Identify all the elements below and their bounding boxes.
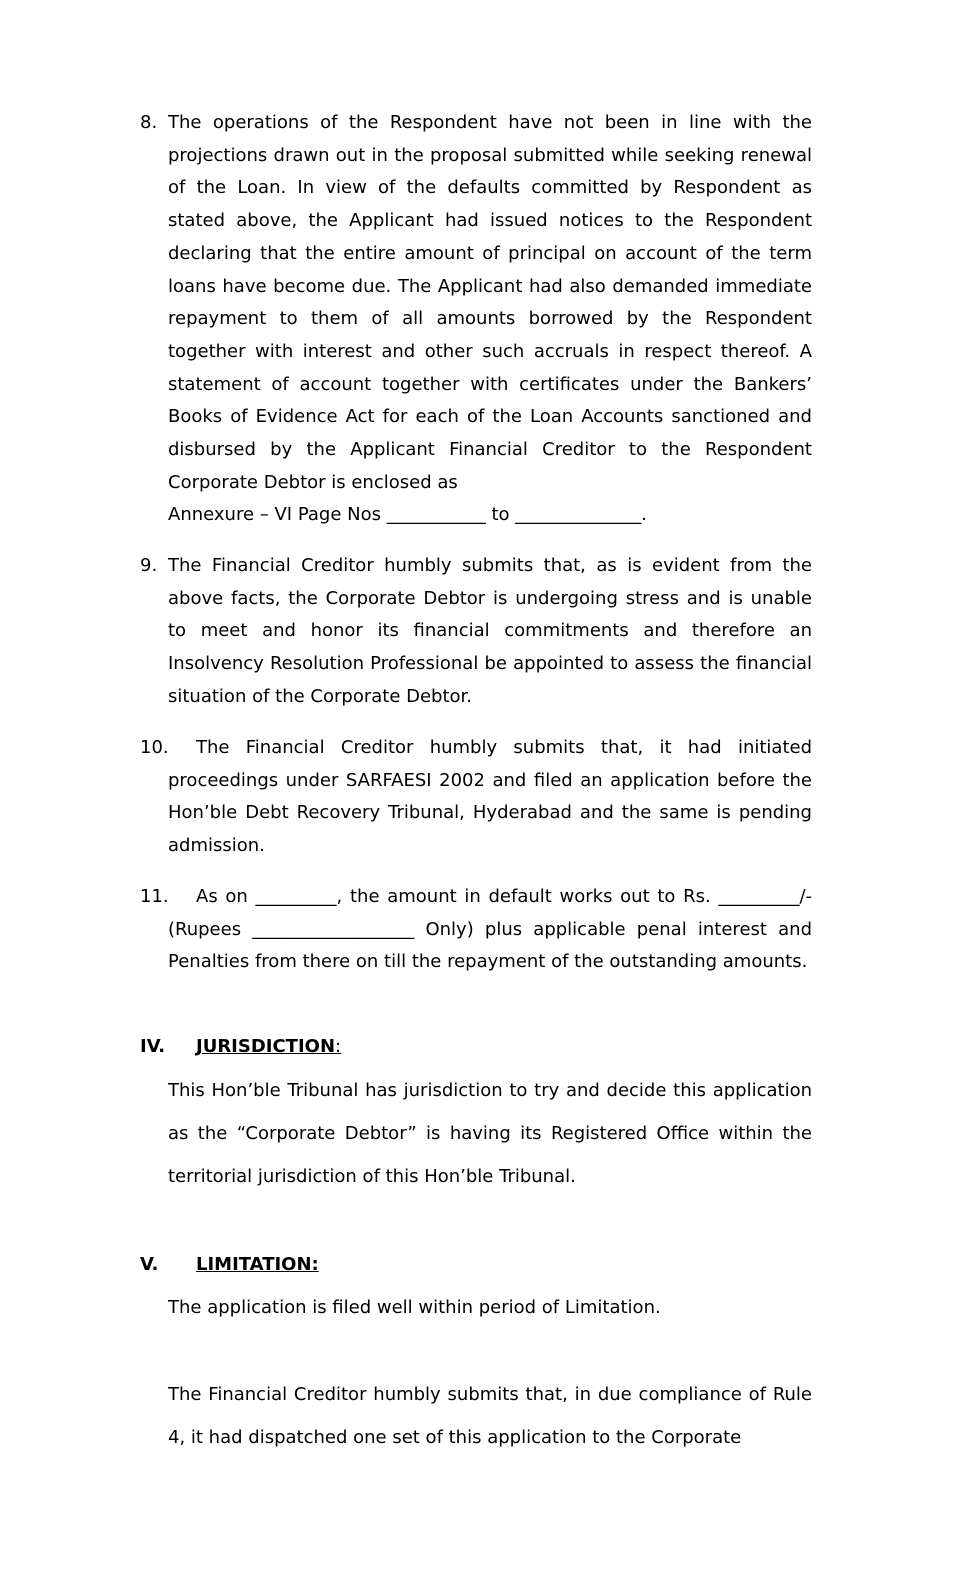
paragraph-body [168, 107, 812, 532]
section-heading-jurisdiction [140, 1036, 341, 1057]
paragraph-number: 10. [140, 737, 169, 758]
paragraph-9 [140, 550, 812, 714]
paragraph-number: 9. [140, 555, 158, 576]
amount-text: , the amount in default works out to Rs. [336, 886, 711, 907]
section-title: LIMITATION: [196, 1254, 319, 1275]
rupees-words-blank: __________________ [252, 918, 415, 940]
annexure-line [168, 499, 812, 532]
section-colon: : [335, 1036, 342, 1057]
annexure-label: Annexure – VI Page Nos [168, 504, 381, 526]
date-blank: _________ [255, 886, 337, 907]
paragraph-number: 8. [140, 112, 158, 133]
amount-blank: _________ [718, 886, 800, 907]
section-number: IV. [140, 1036, 166, 1057]
to-label: to [491, 504, 510, 526]
limitation-text: The application is filed well within period of Limitation. [168, 1297, 661, 1318]
paragraph-text: Only) plus applicable penal interest and Penalties from there on till the repayment of the outstanding amounts. [168, 918, 812, 973]
paragraph-body [168, 550, 812, 714]
paragraph-11 [140, 881, 812, 979]
paragraph-text: The Financial Creditor humbly submits that, it had initiated proceedings under SARFAESI 2002 and filed an application before the Hon’ble Debt Recovery Tribunal, Hyderabad and the same is pending admission. [168, 737, 812, 857]
compliance-text: The Financial Creditor humbly submits that, in due compliance of Rule 4, it had dispatched one set of this application to the Corporate [168, 1384, 812, 1448]
jurisdiction-text: This Hon’ble Tribunal has jurisdiction to try and decide this application as the “Corporate Debtor” is having its Registered Office within the territorial jurisdiction of this Hon’ble Tribunal. [168, 1080, 812, 1187]
page-to-blank: ______________ [515, 504, 642, 526]
as-on-label: As on [196, 886, 248, 907]
section-title: JURISDICTION [196, 1036, 336, 1057]
section-number: V. [140, 1254, 159, 1275]
paragraph-text: The Financial Creditor humbly submits that, as is evident from the above facts, the Corporate Debtor is undergoing stress and is unable to meet and honor its financial commitments and therefore an Insolvency Resolution Professional be appointed to assess the financial situation of the Corporate Debtor. [168, 555, 812, 707]
paragraph-text: The operations of the Respondent have not been in line with the projections drawn out in the proposal submitted while seeking renewal of the Loan. In view of the defaults committed by Respondent as stated above, the Applicant had issued notices to the Respondent declaring that the entire amount of principal on account of the term loans have become due. The Applicant had also demanded immediate repayment to them of all amounts borrowed by the Respondent together with interest and other such accruals in respect thereof. A statement of account together with certificates under the Bankers’ Books of Evidence Act for each of the Loan Accounts sanctioned and disbursed by the Applicant Financial Creditor to the Respondent Corporate Debtor is enclosed as [168, 112, 812, 493]
section-heading-limitation [140, 1254, 319, 1275]
paragraph-number: 11. [140, 886, 169, 907]
paragraph-body [168, 881, 812, 979]
paragraph-10 [140, 732, 812, 863]
page-from-blank: ___________ [386, 504, 486, 526]
paragraph-8 [140, 107, 812, 532]
period: . [641, 504, 647, 526]
rupees-label: /- (Rupees [168, 886, 813, 940]
paragraph-body [168, 732, 812, 863]
